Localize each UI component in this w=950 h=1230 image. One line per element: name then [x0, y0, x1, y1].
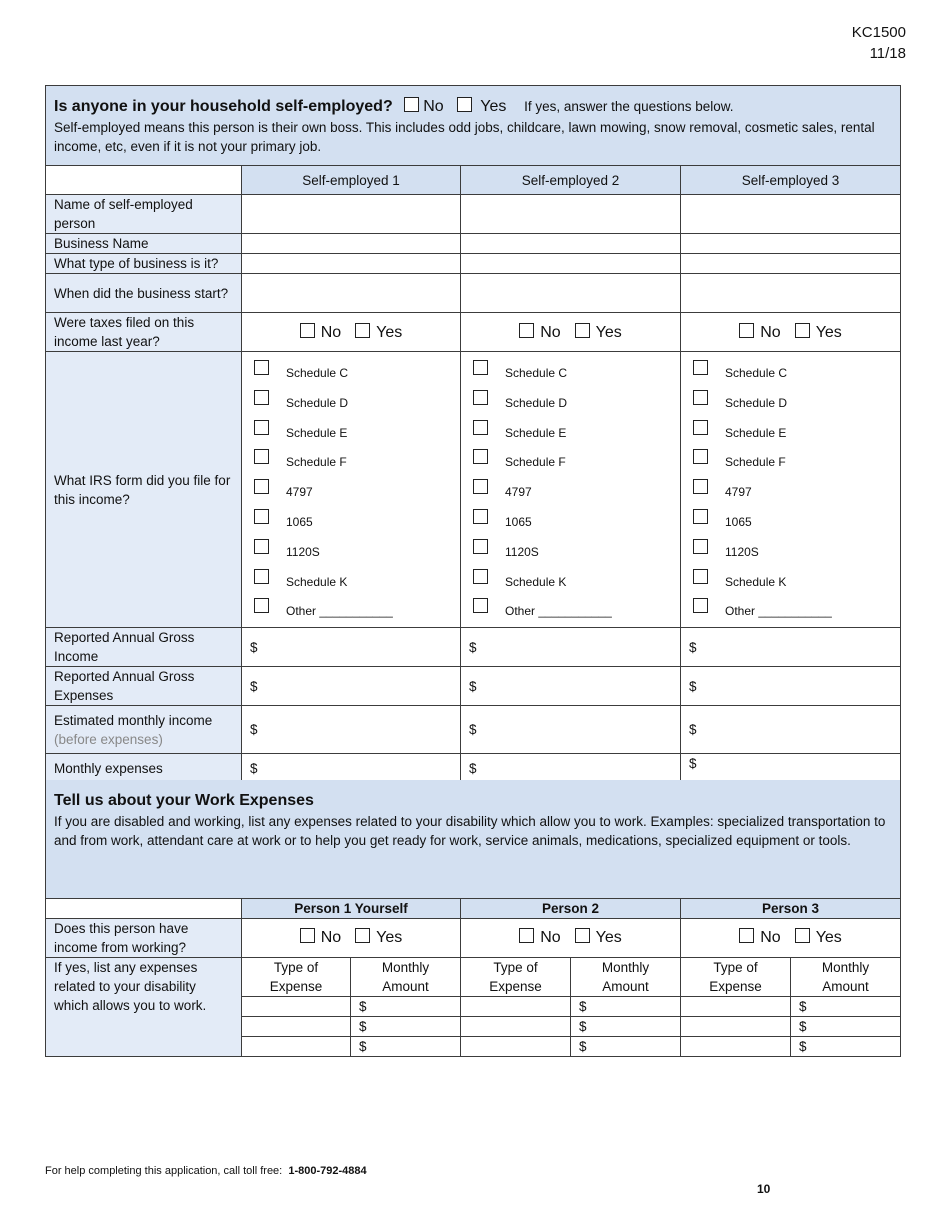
irs-option-label: Schedule C [286, 366, 349, 380]
start-field-2[interactable] [461, 274, 681, 313]
row-label-income-working: Does this person have income from working? [46, 918, 242, 957]
expense-type-field[interactable] [242, 1016, 351, 1036]
start-field-1[interactable] [242, 274, 461, 313]
irs-option[interactable] [254, 505, 460, 535]
checkbox[interactable] [473, 509, 488, 524]
expense-amount-field[interactable] [351, 1036, 461, 1056]
irs-option[interactable] [254, 416, 460, 446]
irs-option-label: 1120S [286, 544, 320, 559]
irs-option[interactable] [473, 475, 680, 505]
checkbox[interactable] [473, 449, 488, 464]
irs-option-label: 1120S [505, 544, 539, 559]
irs-option[interactable] [254, 356, 460, 386]
expense-type-field[interactable] [461, 1016, 571, 1036]
dollar-sign: $ [469, 678, 477, 694]
no-label: No [540, 323, 561, 341]
irs-option[interactable] [254, 445, 460, 475]
expense-amount-field[interactable] [571, 1036, 681, 1056]
monthly-income-field-1[interactable] [242, 706, 461, 754]
yes-label: Yes [480, 98, 507, 115]
irs-option-label: 1120S [725, 544, 759, 559]
irs-option-label: Schedule F [505, 455, 566, 470]
col-header-1: Self-employed 1 [242, 166, 461, 195]
irs-option-label: Schedule K [505, 574, 567, 589]
checkbox[interactable] [473, 360, 488, 375]
self-employed-intro [46, 86, 901, 166]
gross-income-field-2[interactable] [461, 628, 681, 667]
monthly-income-field-2[interactable] [461, 706, 681, 754]
working-no-checkbox-2[interactable] [519, 928, 534, 943]
taxes-1 [242, 313, 461, 352]
dollar-sign: $ [250, 760, 258, 776]
irs-forms-1 [242, 352, 461, 628]
irs-option-label: Schedule C [725, 366, 788, 380]
checkbox[interactable] [254, 449, 269, 464]
irs-option-label: Schedule E [286, 425, 348, 440]
checkbox[interactable] [693, 390, 708, 405]
irs-option[interactable] [473, 594, 680, 624]
expense-amount-field[interactable] [791, 996, 901, 1016]
checkbox[interactable] [254, 420, 269, 435]
taxes-no-checkbox-1[interactable] [300, 323, 315, 338]
expense-type-field[interactable] [681, 1016, 791, 1036]
irs-option[interactable] [254, 475, 460, 505]
working-yes-checkbox-1[interactable] [355, 928, 370, 943]
irs-option[interactable] [473, 565, 680, 595]
yes-label: Yes [595, 323, 622, 341]
row-label-type: What type of business is it? [46, 254, 242, 274]
monthly-income-field-3[interactable] [681, 706, 901, 754]
checkbox[interactable] [473, 479, 488, 494]
income-working-1 [242, 918, 461, 957]
business-field-3[interactable] [681, 234, 901, 254]
irs-option[interactable] [473, 356, 680, 386]
taxes-no-checkbox-3[interactable] [739, 323, 754, 338]
irs-option-label: 1065 [505, 514, 532, 529]
work-expenses-description: If you are disabled and working, list any expenses related to your disability which allow you to work. Examples: specialized transportation to and from work, attendant care at work or to help you get ready for work, service animals, medications, specialized equipment or tools. [54, 814, 886, 848]
checkbox[interactable] [254, 479, 269, 494]
working-yes-checkbox-2[interactable] [575, 928, 590, 943]
no-label: No [540, 929, 561, 946]
irs-option-label: Schedule D [505, 395, 568, 410]
irs-form-list [461, 352, 680, 624]
gross-expenses-field-1[interactable] [242, 667, 461, 706]
checkbox[interactable] [254, 509, 269, 524]
row-label-monthly-expenses: Monthly expenses [46, 754, 242, 783]
irs-option[interactable] [693, 505, 900, 535]
irs-option-label: Other ___________ [505, 604, 612, 619]
taxes-3 [681, 313, 901, 352]
form-header [852, 22, 906, 64]
work-expenses-title: Tell us about your Work Expenses [54, 792, 314, 809]
checkbox[interactable] [473, 420, 488, 435]
dollar-sign: $ [579, 998, 587, 1014]
irs-forms-2 [461, 352, 681, 628]
corner-cell [46, 898, 242, 918]
irs-option[interactable] [473, 505, 680, 535]
form-date: 11/18 [869, 45, 906, 62]
no-label: No [320, 929, 342, 946]
checkbox[interactable] [693, 420, 708, 435]
irs-option-label: 4797 [505, 485, 532, 500]
taxes-yes-checkbox-3[interactable] [795, 323, 810, 338]
irs-option[interactable] [473, 535, 680, 565]
dollar-sign: $ [359, 1038, 367, 1054]
gross-income-field-3[interactable] [681, 628, 901, 667]
expense-amount-field[interactable] [351, 1016, 461, 1036]
irs-option-label: Schedule F [725, 455, 786, 470]
working-no-checkbox-1[interactable] [300, 928, 315, 943]
checkbox[interactable] [693, 598, 708, 613]
type-field-2[interactable] [461, 254, 681, 274]
expense-amount-field[interactable] [791, 1036, 901, 1056]
expense-amount-field[interactable] [791, 1016, 901, 1036]
irs-form-list [242, 352, 460, 624]
dollar-sign: $ [689, 722, 697, 737]
start-field-3[interactable] [681, 274, 901, 313]
irs-option[interactable] [693, 535, 900, 565]
expense-type-field[interactable] [681, 1036, 791, 1056]
yes-label: Yes [595, 929, 622, 946]
irs-option-label: 1065 [725, 514, 752, 529]
irs-option[interactable] [254, 565, 460, 595]
no-label: No [320, 323, 342, 341]
irs-option[interactable] [693, 475, 900, 505]
corner-cell [46, 166, 242, 195]
working-no-checkbox-3[interactable] [739, 928, 754, 943]
checkbox[interactable] [254, 360, 269, 375]
irs-forms-3 [681, 352, 901, 628]
dollar-sign: $ [359, 1018, 367, 1034]
row-label-taxes: Were taxes filed on this income last year? [46, 313, 242, 352]
monthly-expenses-field-2[interactable] [461, 754, 681, 783]
type-field-1[interactable] [242, 254, 461, 274]
income-working-2 [461, 918, 681, 957]
expense-type-field[interactable] [242, 1036, 351, 1056]
no-label: No [760, 323, 781, 341]
dollar-sign: $ [689, 756, 697, 771]
irs-option[interactable] [473, 386, 680, 416]
row-label-expense-list: If yes, list any expenses related to your disability which allows you to work. [46, 957, 242, 1056]
checkbox[interactable] [473, 598, 488, 613]
dollar-sign: $ [579, 1018, 587, 1034]
irs-option[interactable] [473, 416, 680, 446]
person-header-3: Person 3 [681, 898, 901, 918]
expense-type-field[interactable] [461, 1036, 571, 1056]
irs-option-label: Schedule F [286, 455, 347, 470]
taxes-yes-checkbox-2[interactable] [575, 323, 590, 338]
self-employed-note: If yes, answer the questions below. [524, 99, 734, 114]
footer-help [45, 1165, 367, 1177]
yes-label: Yes [376, 929, 403, 946]
yes-label: Yes [815, 323, 842, 341]
expense-type-field[interactable] [681, 996, 791, 1016]
name-field-2[interactable] [461, 195, 681, 234]
irs-option-label: Schedule D [725, 395, 788, 410]
type-header: Type of Expense [681, 957, 791, 996]
checkbox[interactable] [693, 360, 708, 375]
dollar-sign: $ [250, 722, 258, 737]
irs-option[interactable] [693, 594, 900, 624]
irs-option-label: Schedule K [286, 574, 348, 589]
irs-option[interactable] [254, 386, 460, 416]
yes-label: Yes [815, 929, 842, 946]
irs-option-label: Schedule K [725, 574, 787, 589]
irs-form-list [681, 352, 900, 624]
self-employed-no-checkbox[interactable] [404, 97, 419, 112]
name-field-3[interactable] [681, 195, 901, 234]
dollar-sign: $ [469, 722, 477, 737]
irs-option-label: 4797 [286, 485, 313, 500]
page-number: 10 [757, 1182, 771, 1196]
irs-option-label: Schedule D [286, 395, 349, 410]
no-label: No [760, 929, 781, 946]
name-field-1[interactable] [242, 195, 461, 234]
type-field-3[interactable] [681, 254, 901, 274]
person-header-1: Person 1 Yourself [242, 898, 461, 918]
work-expenses-table [45, 780, 901, 1057]
taxes-yes-checkbox-1[interactable] [355, 323, 370, 338]
dollar-sign: $ [469, 760, 477, 776]
gross-expenses-field-2[interactable] [461, 667, 681, 706]
amount-header: Monthly Amount [571, 957, 681, 996]
self-employed-table [45, 85, 901, 783]
row-label-gross-income: Reported Annual Gross Income [46, 628, 242, 667]
gross-income-field-1[interactable] [242, 628, 461, 667]
col-header-2: Self-employed 2 [461, 166, 681, 195]
working-yes-checkbox-3[interactable] [795, 928, 810, 943]
dollar-sign: $ [689, 639, 697, 655]
checkbox[interactable] [254, 598, 269, 613]
work-expenses-intro [46, 780, 901, 898]
monthly-expenses-field-3[interactable] [681, 754, 901, 783]
dollar-sign: $ [799, 998, 807, 1014]
expense-amount-field[interactable] [571, 996, 681, 1016]
dollar-sign: $ [799, 1018, 807, 1034]
irs-option[interactable] [693, 356, 900, 386]
row-label-monthly-income [46, 706, 242, 754]
row-label-business: Business Name [46, 234, 242, 254]
person-header-2: Person 2 [461, 898, 681, 918]
checkbox[interactable] [693, 479, 708, 494]
checkbox[interactable] [254, 390, 269, 405]
irs-option-label: 4797 [725, 485, 752, 500]
footer-help-text: For help completing this application, call toll free: [45, 1165, 283, 1177]
checkbox[interactable] [254, 569, 269, 584]
irs-option-label: Schedule E [725, 425, 787, 440]
checkbox[interactable] [693, 569, 708, 584]
irs-option[interactable] [254, 535, 460, 565]
irs-option[interactable] [693, 565, 900, 595]
irs-option-label: Schedule C [505, 366, 568, 380]
dollar-sign: $ [799, 1038, 807, 1054]
business-field-1[interactable] [242, 234, 461, 254]
expense-amount-field[interactable] [351, 996, 461, 1016]
type-header: Type of Expense [461, 957, 571, 996]
type-header: Type of Expense [242, 957, 351, 996]
irs-option[interactable] [693, 386, 900, 416]
checkbox[interactable] [473, 390, 488, 405]
income-working-3 [681, 918, 901, 957]
dollar-sign: $ [359, 998, 367, 1014]
irs-option-label: Schedule E [505, 425, 567, 440]
self-employed-question: Is anyone in your household self-employed? [54, 98, 393, 115]
irs-option[interactable] [473, 445, 680, 475]
checkbox[interactable] [473, 539, 488, 554]
irs-option-label: 1065 [286, 514, 313, 529]
amount-header: Monthly Amount [791, 957, 901, 996]
taxes-no-checkbox-2[interactable] [519, 323, 534, 338]
dollar-sign: $ [689, 678, 697, 694]
monthly-expenses-field-1[interactable] [242, 754, 461, 783]
expense-type-field[interactable] [461, 996, 571, 1016]
col-header-3: Self-employed 3 [681, 166, 901, 195]
self-employed-description: Self-employed means this person is their own boss. This includes odd jobs, childcare, lawn mowing, snow removal, cosmetic sales, rental income, etc, even if it is not your primary job. [54, 120, 875, 154]
dollar-sign: $ [250, 639, 258, 655]
expense-type-field[interactable] [242, 996, 351, 1016]
monthly-income-label: Estimated monthly income [54, 712, 213, 728]
business-field-2[interactable] [461, 234, 681, 254]
row-label-gross-expenses: Reported Annual Gross Expenses [46, 667, 242, 706]
amount-header: Monthly Amount [351, 957, 461, 996]
row-label-start: When did the business start? [46, 274, 242, 313]
no-label: No [423, 98, 444, 115]
row-label-irs: What IRS form did you file for this income? [46, 352, 242, 628]
irs-option-label: Other ___________ [286, 604, 393, 619]
checkbox[interactable] [693, 509, 708, 524]
checkbox[interactable] [473, 569, 488, 584]
taxes-2 [461, 313, 681, 352]
self-employed-yes-checkbox[interactable] [457, 97, 472, 112]
irs-option[interactable] [254, 594, 460, 624]
dollar-sign: $ [469, 639, 477, 655]
expense-amount-field[interactable] [571, 1016, 681, 1036]
dollar-sign: $ [250, 678, 258, 694]
checkbox[interactable] [693, 449, 708, 464]
gross-expenses-field-3[interactable] [681, 667, 901, 706]
dollar-sign: $ [579, 1038, 587, 1054]
form-code: KC1500 [851, 24, 906, 41]
checkbox[interactable] [254, 539, 269, 554]
irs-option-label: Other ___________ [725, 604, 832, 619]
checkbox[interactable] [693, 539, 708, 554]
irs-option[interactable] [693, 416, 900, 446]
row-label-name: Name of self-employed person [46, 195, 242, 234]
irs-option[interactable] [693, 445, 900, 475]
footer-phone[interactable]: 1-800-792-4884 [288, 1165, 367, 1177]
yes-label: Yes [376, 323, 403, 341]
monthly-income-note: (before expenses) [54, 731, 163, 747]
